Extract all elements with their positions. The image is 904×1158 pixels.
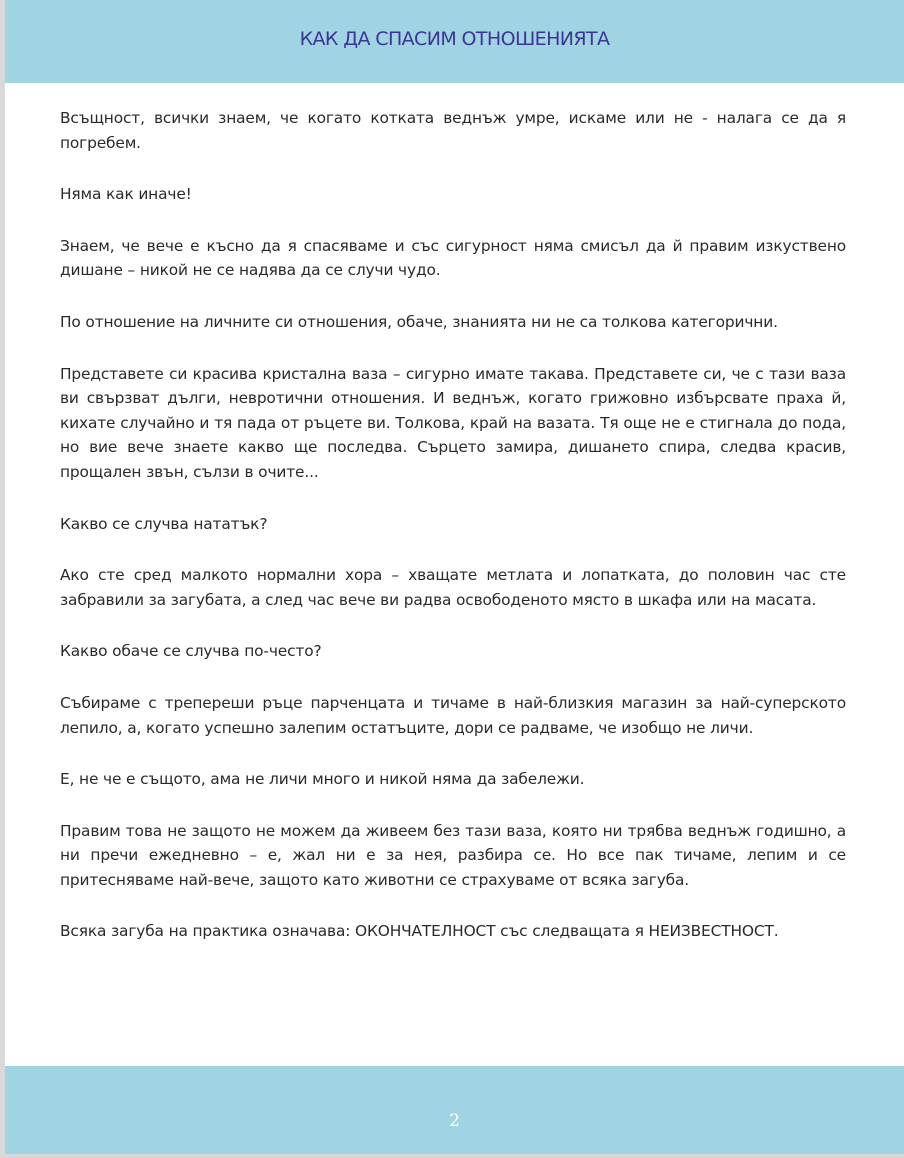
page-number: 2: [449, 1111, 460, 1131]
page-footer: [5, 1066, 904, 1154]
paragraph: Ако сте сред малкото нормални хора – хващате метлата и лопатката, до половин час сте забравили за загубата, а след час вече ви радва освободеното място в шкафа или на масата.: [60, 566, 846, 609]
paragraph: Представете си красива кристална ваза – сигурно имате такава. Представете си, че с тази ваза ви свързват дълги, невротични отношения. И веднъж, когато грижовно избърсвате праха й, кихате случайно и тя пада от ръцете ви. Толкова, край на вазата. Тя още не е стигнала до пода, но вие вече знаете какво ще последва. Сърцето замира, дишането спира, следва красив, прощален звън, сълзи в очите...: [60, 364, 846, 481]
paragraph: Какво обаче се случва по-често?: [60, 642, 322, 661]
paragraph: Няма как иначе!: [60, 185, 192, 204]
page-title: КАК ДА СПАСИМ ОТНОШЕНИЯТА: [299, 27, 610, 50]
paragraph: Какво се случва нататък?: [60, 514, 268, 533]
document-page: [5, 0, 904, 1154]
paragraph: По отношение на личните си отношения, обаче, знанията ни не са толкова категорични.: [60, 312, 778, 331]
paragraph: Всъщност, всички знаем, че когато котката веднъж умре, искаме или не - налага се да я погребем.: [60, 109, 846, 152]
page-header: [5, 0, 904, 83]
paragraph: Всяка загуба на практика означава: ОКОНЧАТЕЛНОСТ със следващата я НЕИЗВЕСТНОСТ.: [60, 922, 779, 941]
page-body: [60, 106, 846, 971]
paragraph: Знаем, че вече е късно да я спасяваме и със сигурност няма смисъл да й правим изкуствено дишане – никой не се надява да се случи чудо.: [60, 236, 846, 280]
paragraph: Правим това не защото не можем да живеем без тази ваза, която ни трябва веднъж годишно, а ни пречи ежедневно – е, жал ни е за нея, разбира се. Но все пак тичаме, лепим и се притесняваме най-вече, защото като животни се страхуваме от всяка загуба.: [60, 821, 846, 889]
paragraph: Е, не че е същото, ама не личи много и никой няма да забележи.: [60, 770, 585, 789]
paragraph: Събираме с трепереши ръце парченцата и тичаме в най-близкия магазин за най-суперското лепило, а, когато успешно залепим остатъците, дори се радваме, че изобщо не личи.: [60, 693, 846, 737]
